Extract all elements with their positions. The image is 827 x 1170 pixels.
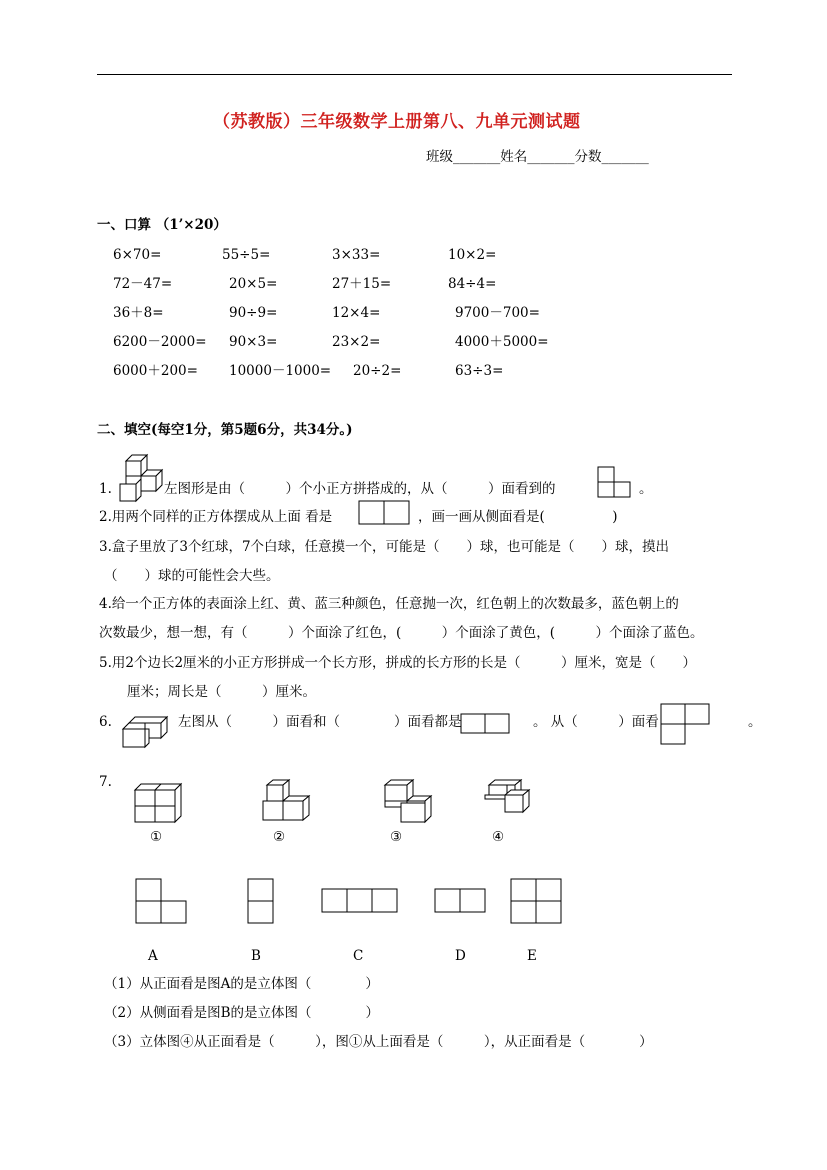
q2-top-view-figure	[358, 500, 412, 526]
problem: 12×4=	[332, 305, 381, 321]
solid-figure-3	[384, 779, 434, 825]
q1-text-end: 。	[639, 481, 653, 497]
section1-heading: 一、口算 （1’×20）	[97, 217, 227, 233]
problem: 4000＋5000=	[455, 334, 549, 350]
problem: 90×3=	[229, 334, 278, 350]
problem: 90÷9=	[229, 305, 278, 321]
q3-line2: （ ）球的可能性会大些。	[104, 568, 280, 584]
problem: 3×33=	[332, 247, 381, 263]
view-figure-C	[321, 888, 401, 914]
solid-figure-1	[134, 782, 184, 824]
page-title: （苏教版）三年级数学上册第八、九单元测试题	[213, 112, 581, 132]
q2-text-b: ，画一画从侧面看是( )	[418, 509, 618, 525]
view-figure-D	[434, 888, 490, 914]
problem: 6200－2000=	[113, 334, 207, 350]
q7-number: 7.	[99, 774, 112, 790]
q1-text: 左图形是由（ ）个小正方拼搭成的，从（ ）面看到的	[164, 481, 556, 497]
view-label-E: E	[527, 948, 537, 964]
q6-view-figure-1	[460, 713, 512, 735]
q2-text: 2.用两个同样的正方体摆成从上面 看是	[99, 509, 333, 525]
solid-label-2: ②	[273, 829, 286, 845]
view-label-C: C	[353, 948, 364, 964]
q5-line1: 5.用2个边长2厘米的小正方形拼成一个长方形，拼成的长方形的长是（ ）厘米，宽是（ ）	[99, 655, 697, 671]
solid-label-1: ①	[150, 829, 163, 845]
q4-line2: 次数最少，想一想，有（ ）个面涂了红色，( ）个面涂了黄色，( ）个面涂了蓝色。	[99, 625, 704, 641]
problem: 10000－1000=	[229, 363, 332, 379]
view-figure-E	[510, 878, 564, 924]
q1-number: 1.	[99, 481, 112, 497]
problem: 10×2=	[448, 247, 497, 263]
solid-figure-2	[262, 779, 312, 823]
view-label-B: B	[251, 948, 261, 964]
problem: 36＋8=	[113, 305, 164, 321]
problem: 9700－700=	[455, 305, 540, 321]
problem: 84÷4=	[448, 276, 497, 292]
problem: 63÷3=	[455, 363, 504, 379]
top-rule	[97, 74, 732, 75]
view-label-D: D	[455, 948, 466, 964]
q6-text-a: 左图从（ ）面看和（ ）面看都是	[178, 714, 462, 730]
q6-cube-figure	[122, 715, 172, 749]
problem: 23×2=	[332, 334, 381, 350]
q1-cube-stack-figure	[119, 454, 163, 504]
section2-heading: 二、填空(每空1分，第5题6分，共34分。)	[97, 422, 353, 438]
view-figure-B	[247, 878, 277, 924]
problem: 6000＋200=	[113, 363, 198, 379]
problem: 55÷5=	[222, 247, 271, 263]
q1-view-figure	[597, 466, 633, 498]
q4-line1: 4.给一个正方体的表面涂上红、黄、蓝三种颜色，任意抛一次，红色朝上的次数最多，蓝色朝上的	[99, 596, 679, 612]
view-figure-A	[135, 878, 189, 924]
q3-line1: 3.盒子里放了3个红球，7个白球，任意摸一个，可能是（ ）球，也可能是（ ）球，摸出	[99, 539, 670, 555]
problem: 27＋15=	[332, 276, 392, 292]
q6-view-figure-2	[660, 703, 712, 745]
problem: 6×70=	[113, 247, 162, 263]
solid-label-3: ③	[390, 829, 403, 845]
q5-line2: 厘米；周长是（ ）厘米。	[127, 684, 316, 700]
q6-text-b: 。 从（ ）面看	[533, 714, 659, 730]
q6-text-c: 。	[748, 714, 762, 730]
solid-figure-4	[484, 779, 534, 815]
solid-label-4: ④	[492, 829, 505, 845]
problem: 20÷2=	[353, 363, 402, 379]
problem: 20×5=	[229, 276, 278, 292]
student-info-line: 班级_______姓名_______分数_______	[426, 149, 649, 165]
q7-subquestion-2: （2）从侧面看是图B的是立体图（ ）	[104, 1005, 380, 1021]
problem: 72－47=	[113, 276, 173, 292]
view-label-A: A	[148, 948, 158, 964]
q7-subquestion-3: （3）立体图④从正面看是（ ），图①从上面看是（ ），从正面看是（ ）	[104, 1034, 653, 1050]
q7-subquestion-1: （1）从正面看是图A的是立体图（ ）	[104, 976, 379, 992]
q6-number: 6.	[99, 714, 112, 730]
